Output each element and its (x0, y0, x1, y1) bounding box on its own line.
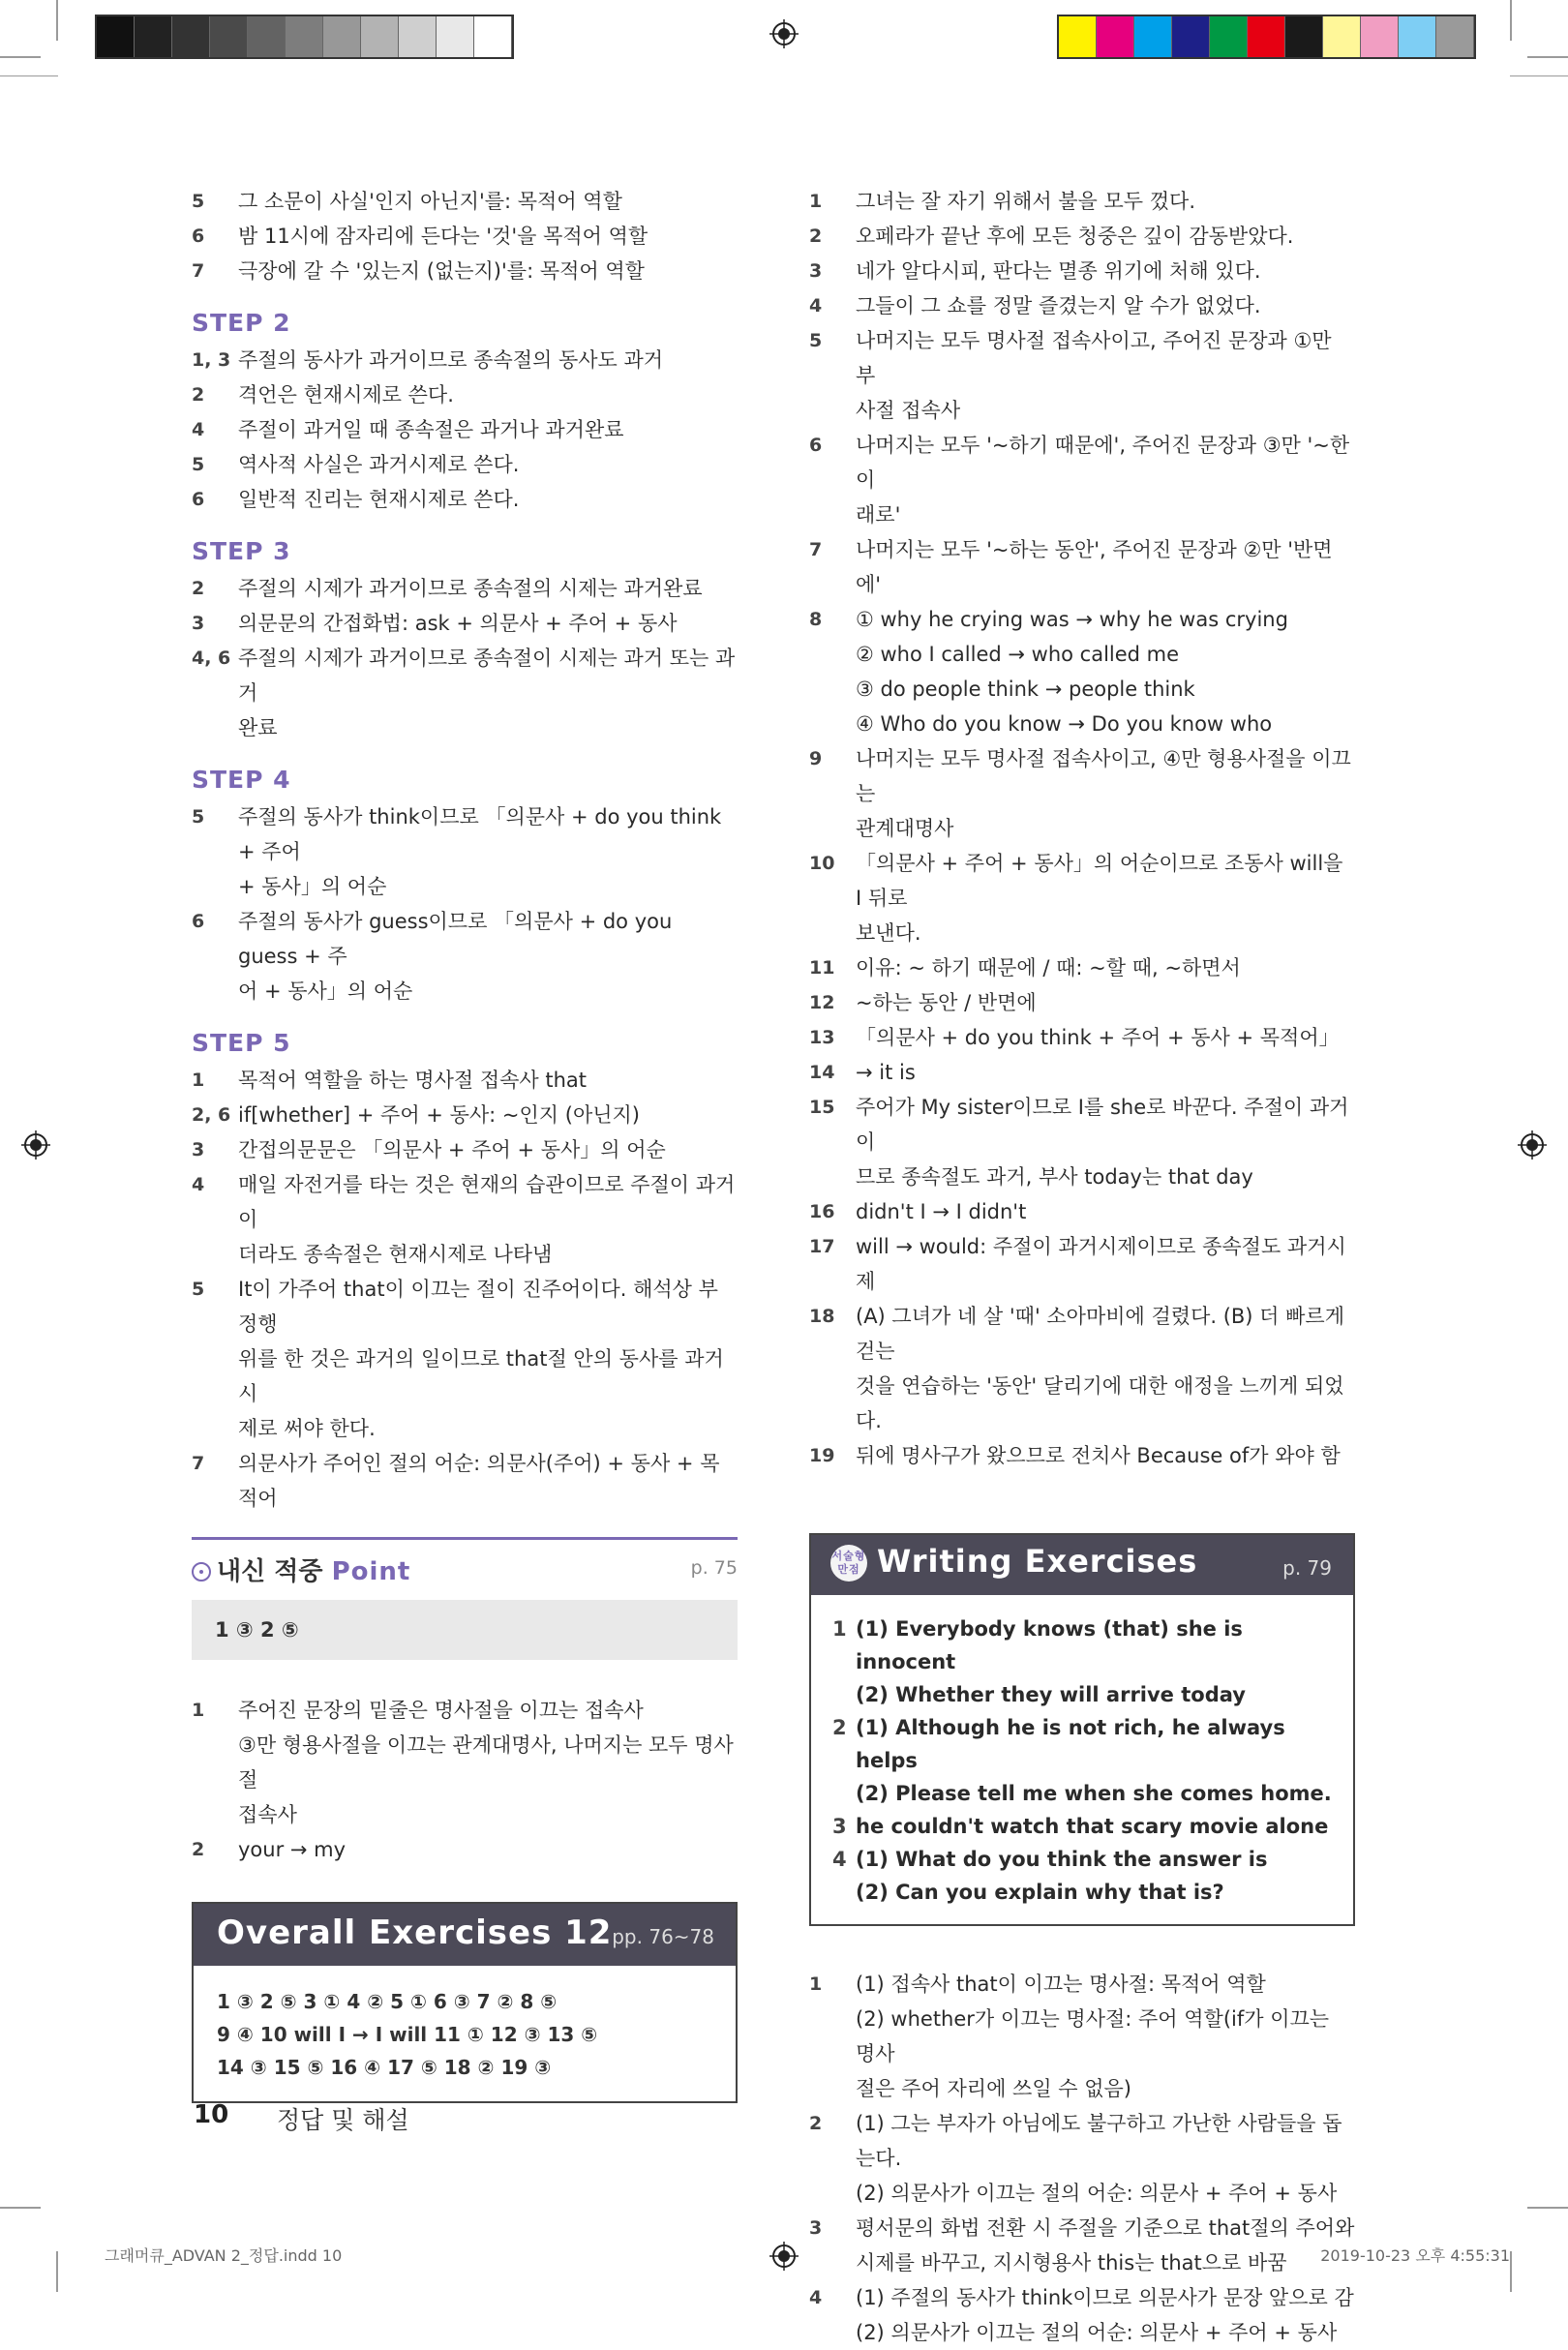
point-divider (192, 1537, 738, 1540)
answer-row: 1 ③ 2 ⑤ 3 ① 4 ② 5 ① 6 ③ 7 ② 8 ⑤ (217, 1990, 558, 2013)
item-text: 주절의 시제가 과거이므로 종속절이 시제는 과거 또는 과거 (238, 647, 736, 705)
item-text: ③ do people think → people think (856, 678, 1195, 701)
item-text: 의문사가 주어인 절의 어순: 의문사(주어) + 동사 + 목적어 (238, 1452, 720, 1510)
item-text: ④ Who do you know → Do you know who (856, 712, 1273, 736)
answer-row: 14 ③ 15 ⑤ 16 ④ 17 ⑤ 18 ② 19 ③ (217, 2056, 552, 2079)
item-text: ② who I called → who called me (856, 643, 1180, 666)
answer-line (809, 1369, 1355, 1438)
writing-answer-line (832, 1612, 1334, 1678)
crop-mark (1510, 2251, 1512, 2292)
answer-line (809, 811, 1355, 846)
item-number: 1 (832, 1617, 847, 1641)
item-text: It이 가주어 that이 이끄는 절이 진주어이다. 해석상 부정행 (238, 1278, 718, 1336)
item-text: (2) Please tell me when she comes home. (856, 1782, 1332, 1805)
answer-line (809, 184, 1355, 219)
item-number: 4 (192, 1174, 205, 1195)
crop-mark (0, 56, 41, 58)
writing-answer-line (832, 1810, 1334, 1843)
answer-line (809, 672, 1355, 707)
item-text: 매일 자전거를 타는 것은 현재의 습관이므로 주절이 과거이 (238, 1173, 736, 1231)
writing-exercises-page: p. 79 (1282, 1556, 1332, 1580)
answer-line (809, 602, 1355, 637)
color-swatch (1399, 16, 1436, 57)
overall-exercises-page: pp. 76~78 (612, 1925, 714, 1948)
answer-line (809, 2071, 1355, 2106)
answer-line (192, 710, 738, 745)
item-text: 보낸다. (856, 921, 921, 945)
writing-exercises-header (811, 1535, 1353, 1595)
item-number: 9 (809, 748, 823, 769)
point-answer-box: 1 ③ 2 ⑤ (192, 1600, 738, 1660)
answer-line (809, 1090, 1355, 1160)
item-text: 나머지는 모두 '~하기 때문에', 주어진 문장과 ③만 '~한 이 (856, 434, 1350, 492)
writing-exercises-title: 서술형 만점 Writing Exercises (831, 1543, 1198, 1580)
answer-line (809, 2211, 1355, 2245)
item-text: 평서문의 화법 전환 시 주절을 기준으로 that절의 주어와 (856, 2216, 1355, 2240)
item-text: 간접의문문은 「의문사 + 주어 + 동사」의 어순 (238, 1138, 666, 1161)
item-number: 2 (192, 578, 205, 599)
item-text: 「의문사 + 주어 + 동사」의 어순이므로 조동사 will을 I 뒤로 (856, 852, 1343, 910)
item-text: ① why he crying was → why he was crying (856, 608, 1288, 631)
crop-mark (0, 2207, 41, 2209)
step-sections (192, 306, 738, 1516)
item-number: 3 (809, 260, 823, 282)
item-text: 나머지는 모두 '~하는 동안', 주어진 문장과 ②만 '반면에' (856, 538, 1333, 596)
crop-mark (1527, 56, 1568, 58)
point-page-ref: p. 75 (690, 1557, 738, 1579)
answer-line (809, 637, 1355, 672)
answer-line (192, 1167, 738, 1237)
crop-mark (1510, 0, 1512, 41)
writing-answer-line (832, 1777, 1334, 1810)
answer-line (192, 1132, 738, 1167)
item-text: 나머지는 모두 명사절 접속사이고, ④만 형용사절을 이끄는 (856, 747, 1351, 805)
color-swatch (1361, 16, 1399, 57)
item-number: 18 (809, 1306, 835, 1327)
item-text: 므로 종속절도 과거, 부사 today는 that day (856, 1165, 1253, 1189)
color-swatch (1172, 16, 1210, 57)
crop-mark (56, 0, 58, 41)
item-text: 일반적 진리는 현재시제로 쓴다. (238, 488, 520, 511)
answer-line (809, 2245, 1355, 2280)
item-number: 10 (809, 853, 835, 874)
color-swatch (474, 16, 512, 57)
answer-line (809, 707, 1355, 741)
color-swatch (1059, 16, 1097, 57)
item-number: 2 (832, 1716, 847, 1739)
item-text: 나머지는 모두 명사절 접속사이고, 주어진 문장과 ①만 부 (856, 329, 1332, 387)
answer-line (192, 184, 738, 219)
item-text: 접속사 (238, 1803, 297, 1826)
item-text: 주절이 과거일 때 종속절은 과거나 과거완료 (238, 418, 624, 441)
item-number: 2 (192, 1839, 205, 1860)
answer-line (809, 2002, 1355, 2071)
color-swatch (1323, 16, 1361, 57)
item-text: will → would: 주절이 과거시제이므로 종속절도 과거시제 (856, 1235, 1346, 1293)
item-text: 더라도 종속절은 현재시제로 나타냄 (238, 1243, 553, 1266)
left-column (192, 184, 738, 2103)
writing-exercises-box (809, 1533, 1355, 1926)
writing-answer-line (832, 1711, 1334, 1777)
slug-filename: 그래머큐_ADVAN 2_정답.indd 10 (105, 2246, 343, 2265)
item-text: 래로' (856, 503, 901, 527)
item-number: 4, 6 (192, 648, 231, 669)
color-swatch (1210, 16, 1248, 57)
item-text: (1) What do you think the answer is (856, 1848, 1268, 1871)
answer-line (192, 1797, 738, 1832)
item-text: 관계대명사 (856, 817, 954, 840)
writing-explanations (809, 1967, 1355, 2350)
item-text: (A) 그녀가 네 살 '때' 소아마비에 걸렸다. (B) 더 빠르게 걷는 (856, 1305, 1344, 1363)
item-text: 주절의 시제가 과거이므로 종속절의 시제는 과거완료 (238, 577, 703, 600)
item-text: 주절의 동사가 과거이므로 종속절의 동사도 과거 (238, 348, 664, 372)
item-number: 17 (809, 1236, 835, 1257)
item-number: 5 (192, 454, 205, 475)
item-text: if[whether] + 주어 + 동사: ~인지 (아닌지) (238, 1103, 640, 1127)
badge-icon: 서술형 만점 (830, 1545, 867, 1582)
item-text: (1) 주절의 동사가 think이므로 의문사가 문장 앞으로 감 (856, 2286, 1354, 2309)
answer-line (809, 2280, 1355, 2315)
item-number: 3 (809, 2217, 823, 2239)
item-number: 15 (809, 1097, 835, 1118)
item-text: 주어진 문장의 밑줄은 명사절을 이끄는 접속사 (238, 1699, 644, 1722)
slug-date: 2019-10-23 오후 4:55:31 (1320, 2246, 1510, 2265)
answer-line (809, 428, 1355, 497)
registration-mark-icon (769, 19, 799, 48)
point-title: 내신 적중 Point (192, 1552, 410, 1587)
overall-exercises-answers (194, 1966, 736, 2101)
color-swatch (135, 16, 172, 57)
item-number: 16 (809, 1201, 835, 1222)
overall-explanations (809, 184, 1355, 1473)
item-text: (1) Although he is not rich, he always helps (856, 1716, 1285, 1772)
item-text: 위를 한 것은 과거의 일이므로 that절 안의 동사를 과거시 (238, 1347, 724, 1405)
color-swatch (399, 16, 437, 57)
item-text: (2) Can you explain why that is? (856, 1881, 1224, 1904)
answer-line (192, 606, 738, 641)
item-number: 4 (832, 1848, 847, 1871)
writing-answer-line (832, 1843, 1334, 1876)
item-text: 이유: ~ 하기 때문에 / 때: ~할 때, ~하면서 (856, 956, 1241, 979)
answer-line (809, 288, 1355, 323)
color-swatch (248, 16, 286, 57)
item-number: 6 (192, 489, 205, 510)
item-number: 2 (809, 2113, 823, 2134)
item-text: + 동사」의 어순 (238, 875, 387, 898)
answer-line (809, 497, 1355, 532)
answer-line (192, 1063, 738, 1098)
item-number: 2, 6 (192, 1104, 231, 1126)
item-number: 1 (809, 1973, 823, 1995)
answer-line (192, 974, 738, 1009)
item-number: 12 (809, 992, 835, 1013)
item-text: 그들이 그 쇼를 정말 즐겼는지 알 수가 없었다. (856, 294, 1261, 317)
item-text: your → my (238, 1838, 347, 1861)
item-text: 시제를 바꾸고, 지시형용사 this는 that으로 바꿈 (856, 2251, 1287, 2275)
color-swatch (1097, 16, 1134, 57)
item-number: 14 (809, 1062, 835, 1083)
answer-line (809, 2315, 1355, 2350)
answer-line (809, 916, 1355, 950)
item-text: 오페라가 끝난 후에 모든 청중은 깊이 감동받았다. (856, 225, 1294, 248)
answer-line (809, 532, 1355, 602)
item-text: (2) 의문사가 이끄는 절의 어순: 의문사 + 주어 + 동사 (856, 2321, 1338, 2344)
item-text: (1) 접속사 that이 이끄는 명사절: 목적어 역할 (856, 1973, 1266, 1996)
answer-line (192, 1728, 738, 1797)
item-text: 그 소문이 사실'인지 아닌지'를: 목적어 역할 (238, 190, 622, 213)
answer-line (809, 846, 1355, 916)
answer-line (192, 377, 738, 412)
color-swatch (1436, 16, 1474, 57)
crop-mark (56, 2251, 58, 2292)
item-number: 7 (192, 1453, 205, 1474)
color-swatch (437, 16, 474, 57)
step-heading: STEP 2 (192, 309, 291, 337)
item-text: (2) whether가 이끄는 명사절: 주어 역할(if가 이끄는 명사 (856, 2007, 1330, 2065)
item-number: 13 (809, 1027, 835, 1048)
item-text: ③만 형용사절을 이끄는 관계대명사, 나머지는 모두 명사절 (238, 1733, 734, 1792)
item-text: 어 + 동사」의 어순 (238, 979, 413, 1003)
item-number: 5 (809, 330, 823, 351)
page-number: 10 (194, 2100, 229, 2129)
writing-answer-line (832, 1876, 1334, 1909)
item-number: 6 (809, 435, 823, 456)
item-text: (1) Everybody knows (that) she is innocent (856, 1617, 1243, 1673)
target-icon (192, 1562, 211, 1582)
answer-line (192, 1098, 738, 1132)
item-text: 역사적 사실은 과거시제로 쓴다. (238, 453, 520, 476)
answer-line (809, 741, 1355, 811)
right-column (809, 184, 1355, 2350)
item-text: 목적어 역할을 하는 명사절 접속사 that (238, 1069, 588, 1092)
footer-title: 정답 및 해설 (277, 2106, 409, 2134)
step-heading: STEP 5 (192, 1029, 291, 1057)
item-number: 3 (832, 1815, 847, 1838)
item-text: 밤 11시에 잠자리에 든다는 '것'을 목적어 역할 (238, 225, 648, 248)
item-text: didn't I → I didn't (856, 1200, 1027, 1223)
answer-line (809, 219, 1355, 254)
answer-line (192, 447, 738, 482)
item-number: 5 (192, 191, 205, 212)
item-number: 7 (192, 260, 205, 282)
answer-line (192, 1237, 738, 1272)
registration-mark-icon (1518, 1130, 1547, 1160)
item-text: 극장에 갈 수 '있는지 (없는지)'를: 목적어 역할 (238, 259, 645, 283)
point-section-header (192, 1544, 738, 1590)
item-number: 19 (809, 1445, 835, 1466)
color-swatch (210, 16, 248, 57)
answer-line (809, 1438, 1355, 1473)
registration-mark-icon (769, 2242, 799, 2271)
item-number: 2 (192, 384, 205, 406)
answer-line (192, 869, 738, 904)
answer-line (809, 2106, 1355, 2176)
overall-exercises-box (192, 1902, 738, 2103)
item-text: 주절의 동사가 think이므로 「의문사 + do you think + 주어 (238, 805, 722, 863)
answer-line (809, 985, 1355, 1020)
answer-line (192, 1693, 738, 1728)
item-text: 절은 주어 자리에 쓰일 수 없음) (856, 2077, 1132, 2100)
item-number: 2 (809, 226, 823, 247)
answer-line (809, 393, 1355, 428)
answer-line (192, 482, 738, 517)
item-text: 「의문사 + do you think + 주어 + 동사 + 목적어」 (856, 1026, 1340, 1049)
item-text: 완료 (238, 716, 278, 739)
color-swatch-bar (1057, 15, 1476, 59)
item-number: 4 (809, 2287, 823, 2308)
answer-line (192, 1341, 738, 1411)
answer-line (809, 1194, 1355, 1229)
answer-line (192, 641, 738, 710)
item-text: 것을 연습하는 '동안' 달리기에 대한 애정을 느끼게 되었다. (856, 1374, 1344, 1432)
item-text: 그녀는 잘 자기 위해서 불을 모두 껐다. (856, 190, 1196, 213)
item-text: 주절의 동사가 guess이므로 「의문사 + do you guess + 주 (238, 910, 673, 968)
item-text: 제로 써야 한다. (238, 1417, 376, 1440)
item-text: 네가 알다시피, 판다는 멸종 위기에 처해 있다. (856, 259, 1261, 283)
item-number: 6 (192, 911, 205, 932)
answer-line (192, 219, 738, 254)
item-text: 의문문의 간접화법: ask + 의문사 + 주어 + 동사 (238, 612, 678, 635)
item-number: 1 (809, 191, 823, 212)
color-swatch (1248, 16, 1285, 57)
answer-line (192, 1446, 738, 1516)
answer-line (809, 950, 1355, 985)
item-number: 11 (809, 957, 835, 979)
crop-mark (1527, 2207, 1568, 2209)
step-heading: STEP 3 (192, 537, 291, 565)
answer-line (192, 1272, 738, 1341)
answer-row: 9 ④ 10 will I → I will 11 ① 12 ③ 13 ⑤ (217, 2023, 598, 2046)
item-text: → it is (856, 1061, 916, 1084)
point-explanations (192, 1693, 738, 1867)
overall-exercises-title: Overall Exercises 12 (217, 1913, 613, 1952)
step-heading: STEP 4 (192, 766, 291, 794)
color-swatch (323, 16, 361, 57)
item-number: 3 (192, 1139, 205, 1160)
item-text: he couldn't watch that scary movie alone (856, 1815, 1329, 1838)
crop-mark (1510, 75, 1568, 76)
item-number: 5 (192, 806, 205, 828)
answer-line (809, 1020, 1355, 1055)
answer-list-intro (192, 184, 738, 288)
answer-line (192, 412, 738, 447)
answer-line (809, 323, 1355, 393)
answer-line (192, 799, 738, 869)
item-number: 8 (809, 609, 823, 630)
item-number: 5 (192, 1279, 205, 1300)
overall-exercises-header (194, 1904, 736, 1966)
item-number: 3 (192, 613, 205, 634)
answer-line (809, 1160, 1355, 1194)
crop-mark (0, 75, 58, 76)
answer-line (809, 2176, 1355, 2211)
item-number: 1, 3 (192, 349, 231, 371)
registration-mark-icon (21, 1130, 50, 1160)
answer-line (192, 904, 738, 974)
item-text: (2) 의문사가 이끄는 절의 어순: 의문사 + 주어 + 동사 (856, 2182, 1338, 2205)
item-text: 뒤에 명사구가 왔으므로 전치사 Because of가 와야 함 (856, 1444, 1341, 1467)
item-number: 4 (809, 295, 823, 316)
color-swatch (286, 16, 323, 57)
item-number: 7 (809, 539, 823, 560)
item-number: 1 (192, 1700, 205, 1721)
item-text: (1) 그는 부자가 아님에도 불구하고 가난한 사람들을 돕는다. (856, 2112, 1342, 2170)
item-number: 6 (192, 226, 205, 247)
writing-answer-line (832, 1678, 1334, 1711)
answer-line (192, 1832, 738, 1867)
color-swatch (361, 16, 399, 57)
answer-line (809, 254, 1355, 288)
answer-line (809, 1967, 1355, 2002)
answer-line (809, 1229, 1355, 1299)
item-text: 사절 접속사 (856, 399, 961, 422)
answer-line (809, 1055, 1355, 1090)
answer-line (192, 571, 738, 606)
color-swatch (97, 16, 135, 57)
answer-line (192, 343, 738, 377)
item-text: ~하는 동안 / 반면에 (856, 991, 1037, 1014)
gray-swatch-bar (95, 15, 514, 59)
item-number: 4 (192, 419, 205, 440)
item-text: (2) Whether they will arrive today (856, 1683, 1246, 1706)
color-swatch (1134, 16, 1172, 57)
writing-exercises-answers (811, 1595, 1353, 1924)
answer-line (192, 254, 738, 288)
item-text: 격언은 현재시제로 쓴다. (238, 383, 454, 407)
item-number: 1 (192, 1070, 205, 1091)
answer-line (192, 1411, 738, 1446)
color-swatch (1285, 16, 1323, 57)
item-text: 주어가 My sister이므로 I를 she로 바꾼다. 주절이 과거이 (856, 1096, 1349, 1154)
answer-line (809, 1299, 1355, 1369)
color-swatch (172, 16, 210, 57)
